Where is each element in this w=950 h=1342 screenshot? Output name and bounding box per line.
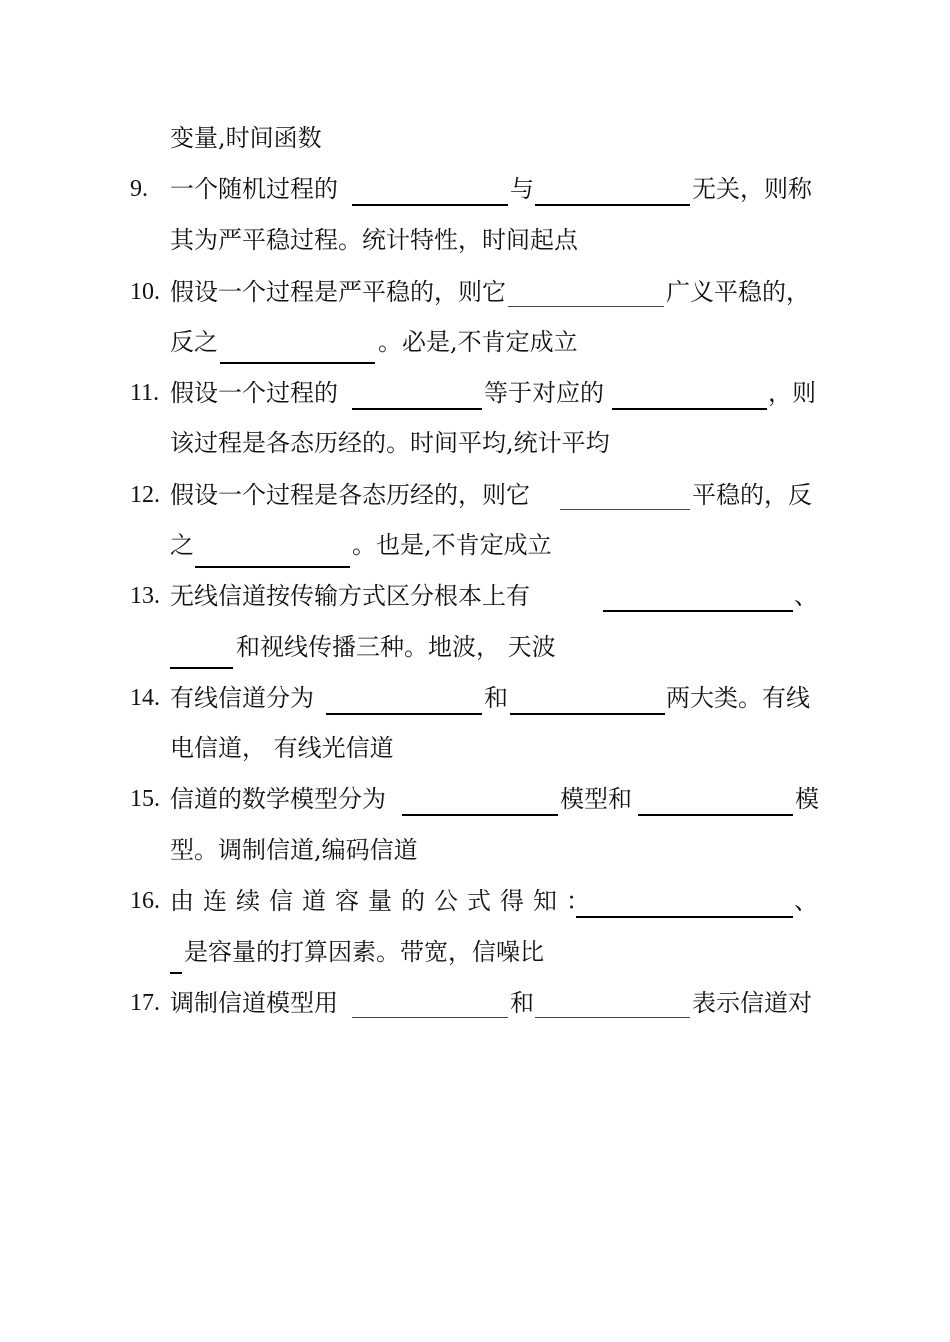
item-text: ，则	[768, 379, 816, 407]
item-text: 是容量的打算因素。带宽，信噪比	[184, 938, 544, 966]
item-text: 广义平稳的，	[666, 278, 810, 306]
item-number: 15.	[130, 786, 160, 812]
item-number: 9.	[130, 176, 148, 202]
item-text: 一个随机过程的	[170, 175, 338, 203]
item-text: 模	[795, 785, 819, 813]
item-number: 14.	[130, 685, 160, 711]
answer-blank[interactable]	[508, 306, 664, 307]
item-number: 12.	[130, 482, 160, 508]
item-text: 假设一个过程是各态历经的，则它	[170, 481, 530, 509]
answer-blank[interactable]	[220, 362, 375, 364]
answer-blank[interactable]	[535, 204, 690, 206]
answer-blank[interactable]	[510, 713, 665, 715]
item-number: 13.	[130, 583, 160, 609]
item-text: 信道的数学模型分为	[170, 785, 386, 813]
item-text: 反之	[170, 328, 218, 356]
item-text: 、	[794, 582, 818, 610]
item-text: 等于对应的	[484, 379, 604, 407]
answer-blank[interactable]	[535, 1017, 690, 1018]
item-text: 和	[484, 684, 508, 712]
item-text: 模型和	[560, 785, 632, 813]
item-text: 、	[794, 887, 818, 915]
answer-blank[interactable]	[352, 204, 508, 206]
item-text: 无关，则称	[692, 175, 812, 203]
item-text: 。也是,不肯定成立	[352, 531, 552, 559]
item-text: 表示信道对	[692, 989, 812, 1017]
answer-blank[interactable]	[352, 408, 482, 410]
item-text: 调制信道模型用	[170, 989, 338, 1017]
item-number: 16.	[130, 888, 160, 914]
item-text: 和视线传播三种。地波， 天波	[236, 633, 556, 661]
item-text: 由连续信道容量的公式得知：	[170, 887, 599, 915]
item-text: 该过程是各态历经的。时间平均,统计平均	[170, 429, 610, 457]
item-text: 假设一个过程的	[170, 379, 338, 407]
continuation-text: 变量,时间函数	[170, 124, 322, 152]
item-text: 其为严平稳过程。统计特性，时间起点	[170, 226, 578, 254]
answer-blank[interactable]	[576, 916, 793, 918]
item-text: 无线信道按传输方式区分根本上有	[170, 582, 530, 610]
item-number: 17.	[130, 990, 160, 1016]
answer-blank[interactable]	[560, 509, 690, 510]
item-text: 型。调制信道,编码信道	[170, 836, 418, 864]
answer-blank[interactable]	[612, 408, 767, 410]
answer-blank[interactable]	[603, 610, 793, 612]
answer-blank[interactable]	[402, 814, 558, 816]
item-text: 平稳的，反	[692, 481, 812, 509]
item-number: 11.	[130, 380, 160, 406]
item-text: 电信道， 有线光信道	[170, 734, 394, 762]
answer-blank[interactable]	[638, 814, 793, 816]
item-text: 假设一个过程是严平稳的，则它	[170, 278, 506, 306]
item-text: 有线信道分为	[170, 684, 314, 712]
item-text: 。必是,不肯定成立	[378, 328, 578, 356]
item-number: 10.	[130, 279, 160, 305]
item-text: 与	[510, 175, 534, 203]
item-text: 和	[510, 989, 534, 1017]
answer-blank[interactable]	[170, 972, 182, 974]
answer-blank[interactable]	[326, 713, 482, 715]
item-text: 两大类。有线	[666, 684, 810, 712]
answer-blank[interactable]	[170, 667, 233, 669]
answer-blank[interactable]	[352, 1017, 508, 1018]
answer-blank[interactable]	[195, 566, 350, 568]
item-text: 之	[170, 531, 194, 559]
